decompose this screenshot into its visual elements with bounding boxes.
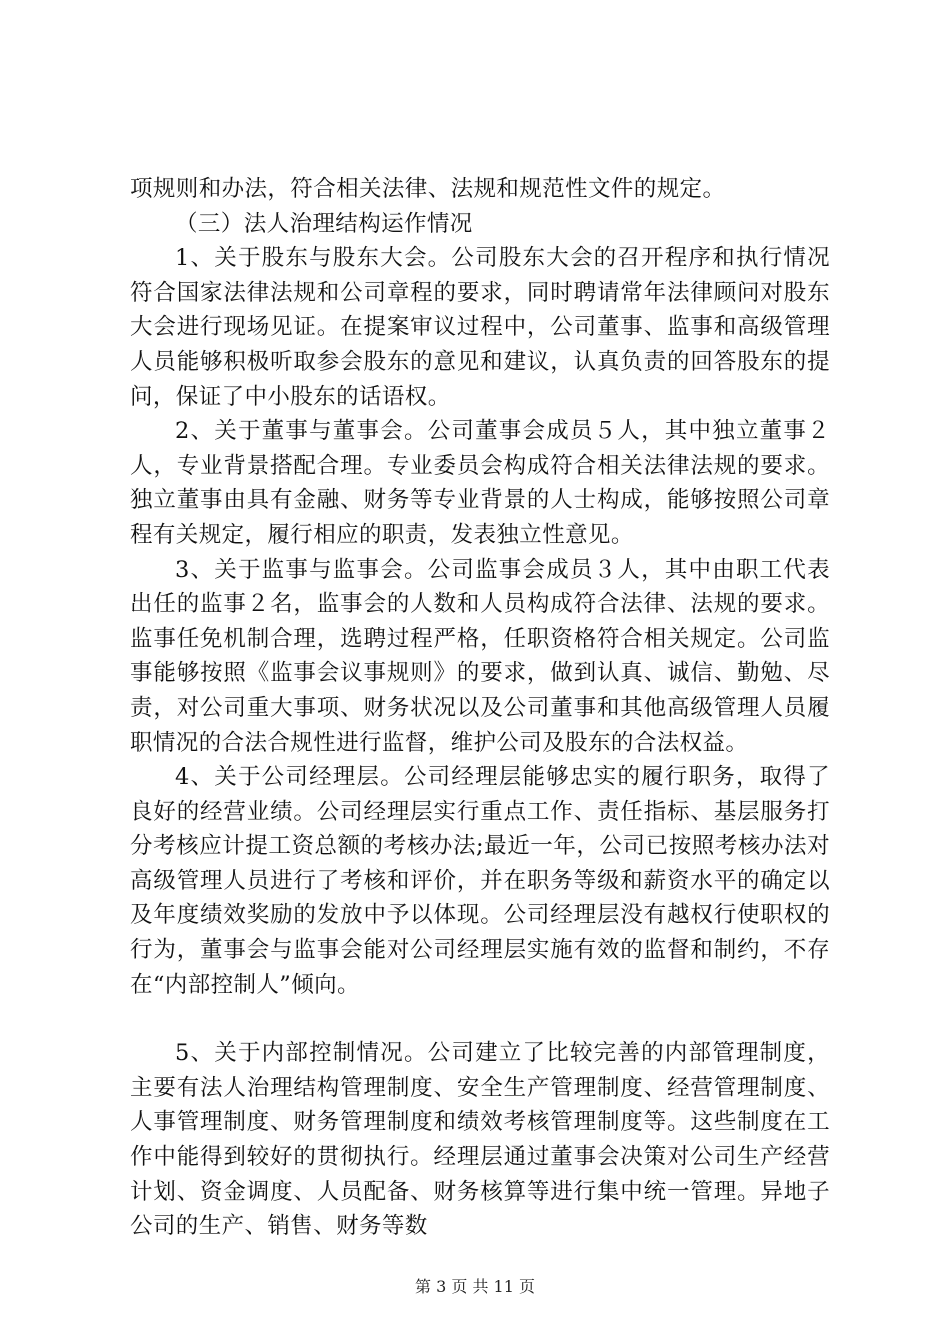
paragraph-management: 4、关于公司经理层。公司经理层能够忠实的履行职务，取得了良好的经营业绩。公司经理层实行重点工作、责任指标、基层服务打分考核应计提工资总额的考核办法;最近一年，公司已按照考核办法对高级管理人员进行了考核和评价，并在职务等级和薪资水平的确定以及年度绩效奖励的发放中予以体现。公司经理层没有越权行使职权的行为，董事会与监事会能对公司经理层实施有效的监督和制约，不存在“内部控制人”倾向。 <box>130 764 830 998</box>
document-body <box>130 172 830 1244</box>
page-number-footer: 第 3 页 共 11 页 <box>415 1277 535 1296</box>
paragraph-internal-control: 5、关于内部控制情况。公司建立了比较完善的内部管理制度，主要有法人治理结构管理制度、安全生产管理制度、经营管理制度、人事管理制度、财务管理制度和绩效考核管理制度等。这些制度在工作中能得到较好的贯彻执行。经理层通过董事会决策对公司生产经营计划、资金调度、人员配备、财务核算等进行集中统一管理。异地子公司的生产、销售、财务等数 <box>130 1040 830 1240</box>
paragraph-supervisors: 3、关于监事与监事会。公司监事会成员３人，其中由职工代表出任的监事２名，监事会的人数和人员构成符合法律、法规的要求。监事任免机制合理，选聘过程严格，任职资格符合相关规定。公司监事能够按照《监事会议事规则》的要求，做到认真、诚信、勤勉、尽责，对公司重大事项、财务状况以及公司董事和其他高级管理人员履职情况的合法合规性进行监督，维护公司及股东的合法权益。 <box>130 556 830 756</box>
paragraph-continuation: 项规则和办法，符合相关法律、法规和规范性文件的规定。 <box>130 176 726 202</box>
section-heading: （三）法人治理结构运作情况 <box>175 210 473 237</box>
paragraph-board: 2、关于董事与董事会。公司董事会成员５人，其中独立董事２人，专业背景搭配合理。专业委员会构成符合相关法律法规的要求。独立董事由具有金融、财务等专业背景的人士构成，能够按照公司章程有关规定，履行相应的职责，发表独立性意见。 <box>130 418 830 548</box>
paragraph-shareholders: 1、关于股东与股东大会。公司股东大会的召开程序和执行情况符合国家法律法规和公司章程的要求，同时聘请常年法律顾问对股东大会进行现场见证。在提案审议过程中，公司董事、监事和高级管理人员能够积极听取参会股东的意见和建议，认真负责的回答股东的提问，保证了中小股东的话语权。 <box>130 245 830 410</box>
paragraph-spacer <box>130 1002 830 1036</box>
